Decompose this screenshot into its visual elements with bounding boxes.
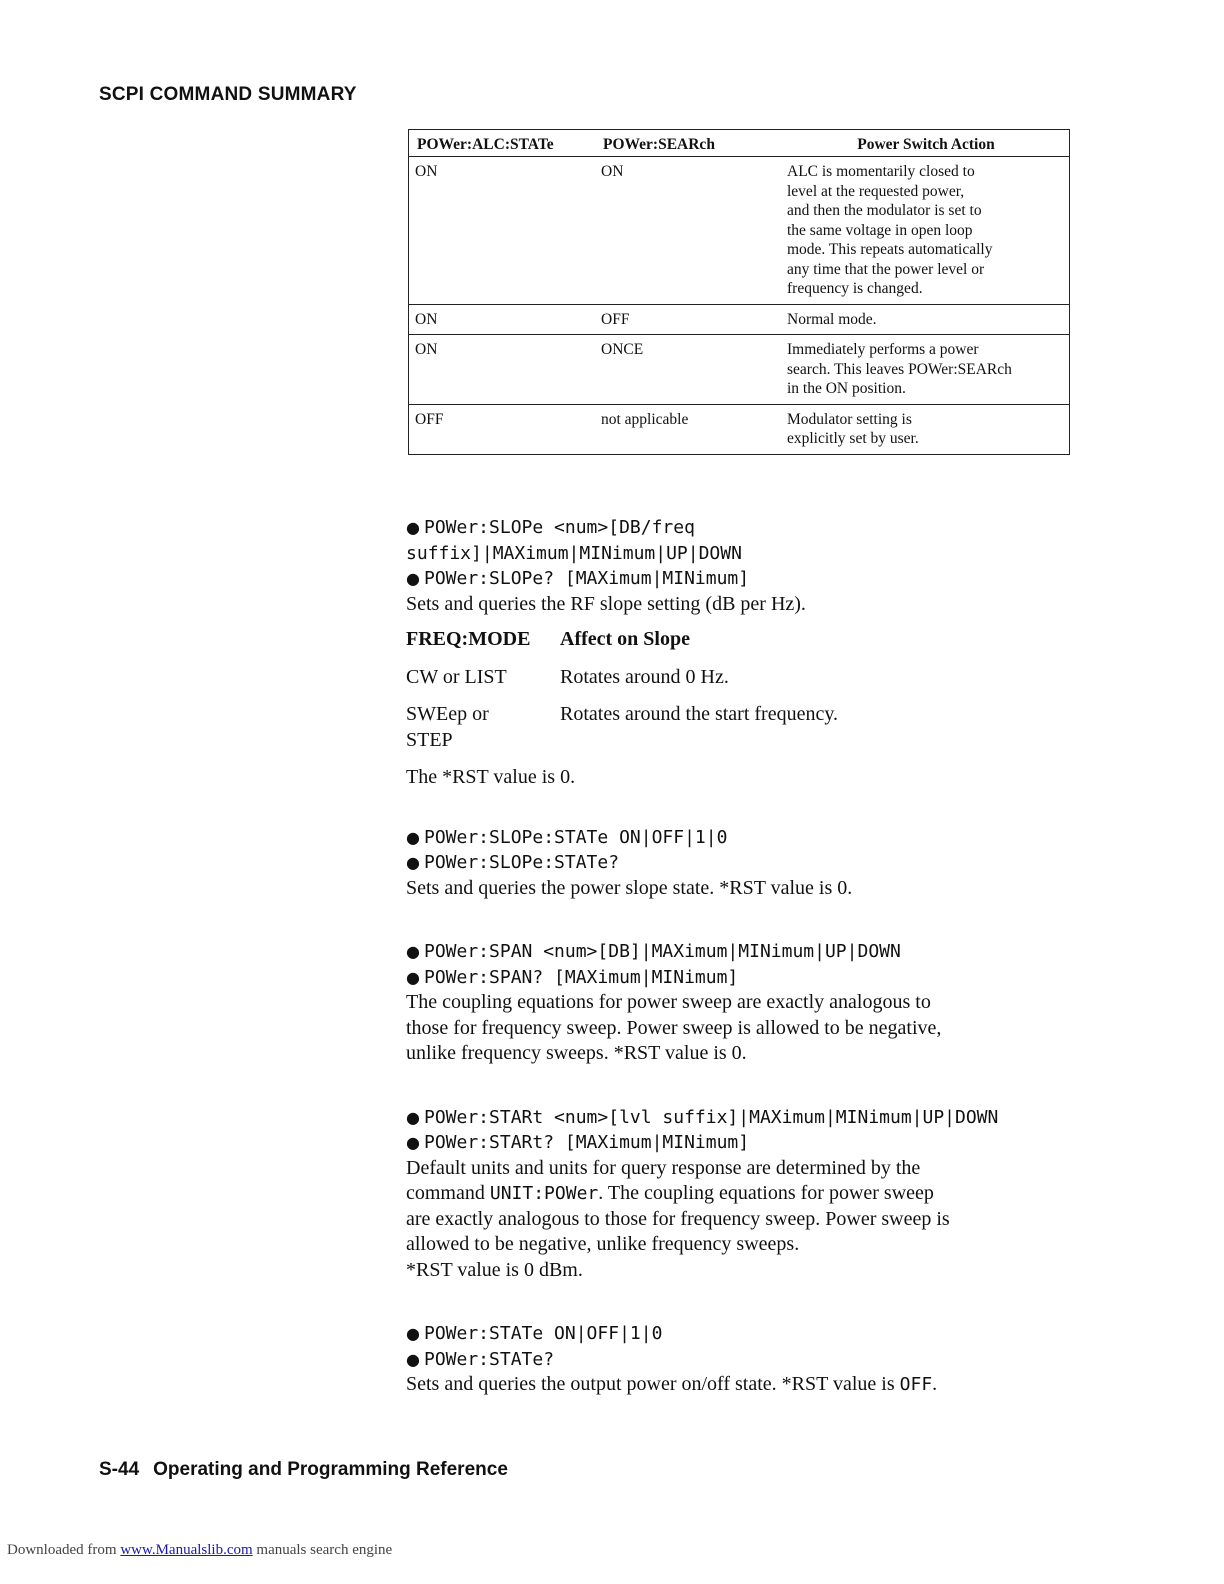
cell-line: STEP <box>406 728 453 751</box>
slope-state-entry <box>406 825 1066 902</box>
cell-line: Normal mode. <box>787 310 877 328</box>
command-line <box>406 1130 1066 1156</box>
table-cell: OFF <box>595 304 781 335</box>
description-line: unlike frequency sweeps. *RST value is 0. <box>406 1042 747 1064</box>
command-line <box>406 965 1066 991</box>
command-text: POWer:SLOPe:STATe ON|OFF|1|0 <box>424 826 728 848</box>
page-number: S-44 <box>99 1459 140 1480</box>
table-cell <box>406 702 560 753</box>
download-note <box>7 1542 392 1559</box>
command-line <box>406 939 1066 965</box>
bullet-icon: ● <box>406 1107 420 1127</box>
column-header: Affect on Slope <box>560 628 690 650</box>
table-cell <box>781 304 1070 335</box>
text-fragment: . <box>932 1373 938 1395</box>
command-text: POWer:SPAN <num>[DB]|MAXimum|MINimum|UP|DOWN <box>424 941 901 962</box>
page-footer <box>99 1459 508 1481</box>
table-cell <box>781 404 1070 454</box>
command-line <box>406 825 1066 851</box>
command-text: POWer:STATe? <box>424 1348 555 1370</box>
bullet-icon: ● <box>406 942 420 961</box>
column-header: Power Switch Action <box>781 130 1070 157</box>
command-text: POWer:STATe ON|OFF|1|0 <box>424 1323 663 1344</box>
cell-line: the same voltage in open loop <box>787 221 973 239</box>
inline-code: UNIT:POWer <box>489 1183 599 1204</box>
manualslib-link[interactable]: www.Manualslib.com <box>120 1542 253 1558</box>
description-line <box>406 1372 1066 1398</box>
bullet-icon: ● <box>406 827 420 847</box>
cell-line: Modulator setting is <box>787 410 912 428</box>
cell-line: frequency is changed. <box>787 280 923 297</box>
column-header: POWer:SEARch <box>595 130 781 157</box>
table-cell: CW or LIST <box>406 665 507 688</box>
command-line <box>406 850 1066 876</box>
command-line <box>406 1105 1066 1131</box>
table-cell: not applicable <box>595 404 781 454</box>
slope-entry <box>406 515 1066 791</box>
table-cell: ON <box>409 157 596 305</box>
table-cell: ON <box>409 335 596 405</box>
command-line <box>406 1347 1066 1373</box>
mode-table-header <box>406 627 1066 653</box>
command-text: POWer:SLOPe:STATe? <box>424 852 620 873</box>
table-cell: OFF <box>409 404 596 454</box>
command-line <box>406 515 1066 541</box>
page-header: SCPI COMMAND SUMMARY <box>99 84 357 105</box>
table-row <box>406 665 1066 691</box>
bullet-icon: ● <box>406 853 420 872</box>
cell-line: in the ON position. <box>787 380 906 397</box>
footer-title: Operating and Programming Reference <box>153 1459 508 1480</box>
table-cell <box>781 335 1070 405</box>
description-line: *RST value is 0 dBm. <box>406 1258 583 1281</box>
table-cell: ONCE <box>595 335 781 405</box>
column-header: FREQ:MODE <box>406 628 531 650</box>
command-text: POWer:STARt <num>[lvl suffix]|MAXimum|MINimum|UP|DOWN <box>424 1106 999 1128</box>
text-fragment: Sets and queries the output power on/off state. *RST value is <box>406 1373 900 1395</box>
table-header-row <box>409 130 1070 157</box>
description-line: Default units and units for query response are determined by the <box>406 1156 921 1179</box>
command-list <box>406 515 1066 1436</box>
cell-line: Immediately performs a power <box>787 341 979 358</box>
command-line <box>406 566 1066 592</box>
bullet-icon: ● <box>406 967 420 987</box>
command-text: suffix]|MAXimum|MINimum|UP|DOWN <box>406 542 742 564</box>
rst-note: The *RST value is 0. <box>406 766 576 788</box>
cell-line: level at the requested power, <box>787 182 965 200</box>
command-text: POWer:SLOPe? [MAXimum|MINimum] <box>424 568 750 589</box>
download-suffix: manuals search engine <box>252 1542 393 1558</box>
description-line: allowed to be negative, unlike frequency sweeps. <box>406 1233 800 1255</box>
description: Sets and queries the power slope state. *RST value is 0. <box>406 876 853 899</box>
table-row <box>409 335 1070 405</box>
table-row <box>409 157 1070 305</box>
cell-line: explicitly set by user. <box>787 430 919 447</box>
state-entry <box>406 1321 1066 1398</box>
bullet-icon: ● <box>406 518 420 537</box>
description-line <box>406 1181 1066 1207</box>
table-row <box>409 404 1070 454</box>
description-line: are exactly analogous to those for frequency sweep. Power sweep is <box>406 1207 950 1230</box>
column-header: POWer:ALC:STATe <box>409 130 596 157</box>
description-line: those for frequency sweep. Power sweep is allowed to be negative, <box>406 1016 942 1039</box>
power-switch-table <box>408 129 1070 455</box>
text-fragment: command <box>406 1182 490 1204</box>
table-cell: ON <box>595 157 781 305</box>
table-cell: Rotates around the start frequency. <box>560 703 839 725</box>
text-fragment: . The coupling equations for power sweep <box>598 1182 934 1204</box>
download-prefix: Downloaded from <box>7 1542 121 1558</box>
cell-line: mode. This repeats automatically <box>787 241 993 258</box>
bullet-icon: ● <box>406 1349 420 1369</box>
cell-line: and then the modulator is set to <box>787 202 982 219</box>
cell-line: ALC is momentarily closed to <box>787 163 975 180</box>
description-line: The coupling equations for power sweep are exactly analogous to <box>406 991 931 1013</box>
command-text: POWer:SLOPe <num>[DB/freq <box>424 517 695 538</box>
cell-line: search. This leaves POWer:SEARch <box>787 360 1012 378</box>
command-text: POWer:STARt? [MAXimum|MINimum] <box>424 1132 750 1153</box>
command-line <box>406 1321 1066 1347</box>
span-entry <box>406 939 1066 1067</box>
cell-line: SWEep or <box>406 703 489 725</box>
command-text: POWer:SPAN? [MAXimum|MINimum] <box>424 966 739 988</box>
table-cell: ON <box>409 304 596 335</box>
table-row <box>406 702 1066 753</box>
start-entry <box>406 1105 1066 1284</box>
table-cell <box>781 157 1070 305</box>
table-row <box>409 304 1070 335</box>
bullet-icon: ● <box>406 569 420 588</box>
bullet-icon: ● <box>406 1324 420 1343</box>
cell-line: any time that the power level or <box>787 260 985 278</box>
inline-code: OFF <box>899 1374 933 1395</box>
table-cell: Rotates around 0 Hz. <box>560 665 729 688</box>
bullet-icon: ● <box>406 1133 420 1152</box>
slope-mode-table <box>406 627 1066 753</box>
description: Sets and queries the RF slope setting (dB per Hz). <box>406 592 806 615</box>
